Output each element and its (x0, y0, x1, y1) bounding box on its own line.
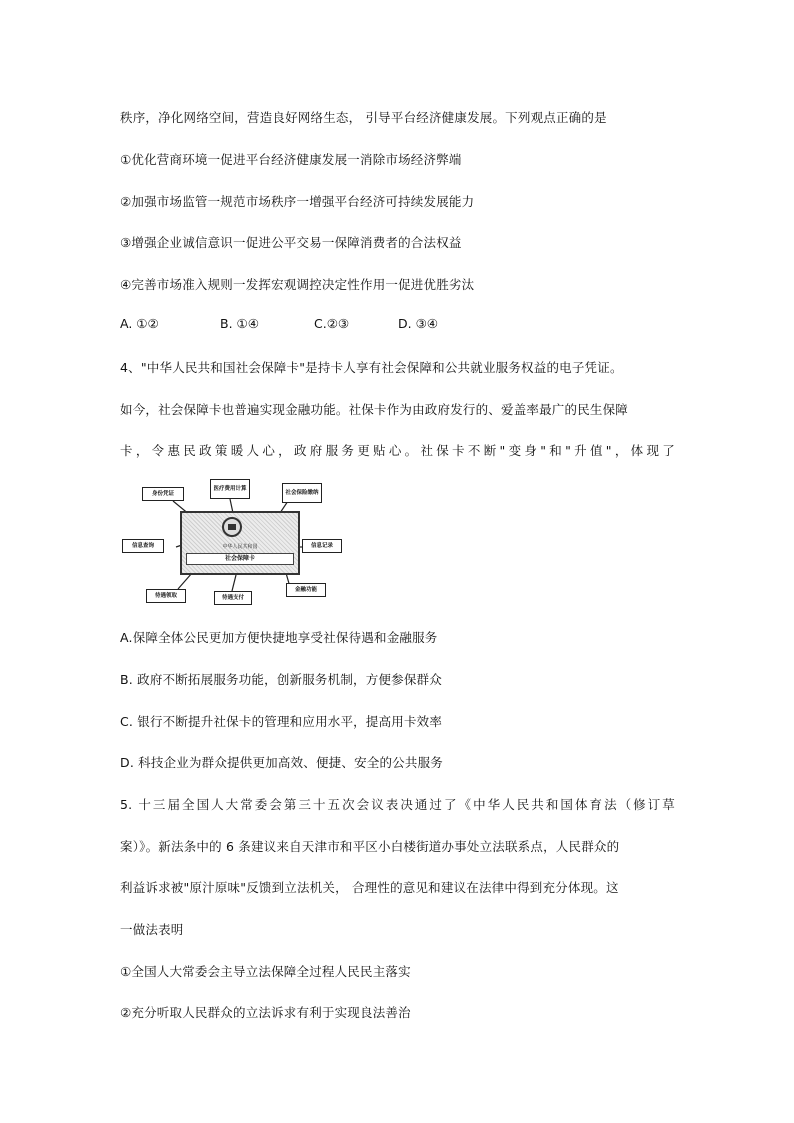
option-c: C.②③ (314, 316, 350, 331)
q5-statement-2: ②充分听取人民群众的立法诉求有利于实现良法善治 (120, 1005, 411, 1020)
card-subtitle: 中华人民共和国 (222, 544, 258, 550)
node-info-query: 信息查询 (122, 539, 164, 553)
node-benefit-payment: 待遇支付 (214, 591, 252, 605)
q4-option-d: D. 科技企业为群众提供更加高效、便捷、安全的公共服务 (120, 755, 443, 770)
node-info-record: 信息记录 (302, 539, 342, 553)
node-identity: 身份凭证 (142, 487, 184, 501)
q4-option-a: A.保障全体公民更加方便快捷地享受社保待遇和金融服务 (120, 630, 438, 645)
paragraph-line: 秩序，净化网络空间，营造良好网络生态， 引导平台经济健康发展。下列观点正确的是 (120, 110, 607, 125)
option-b: B. ①④ (220, 316, 259, 331)
option-statement-1: ①优化营商环境一促进平台经济健康发展一消除市场经济弊端 (120, 152, 462, 167)
question-5-line-2: 案）》。新法条中的 6 条建议来自天津市和平区小白楼街道办事处立法联系点，人民群众的 (120, 839, 620, 854)
national-emblem-icon (222, 517, 242, 537)
option-d: D. ③④ (398, 316, 438, 331)
question-5-line-4: 一做法表明 (120, 922, 184, 937)
question-4-line-1: 4、"中华人民共和国社会保障卡"是持卡人享有社会保障和公共就业服务权益的电子凭证。 (120, 360, 623, 375)
q4-option-c: C. 银行不断提升社保卡的管理和应用水平，提高用卡效率 (120, 714, 443, 729)
option-statement-3: ③增强企业诚信意识一促进公平交易一保障消费者的合法权益 (120, 235, 462, 250)
node-insurance: 社会保险缴纳 (282, 483, 322, 503)
node-medical: 医疗费用计算 (210, 479, 250, 499)
question-4-line-3: 卡，令惠民政策暖人心，政府服务更贴心。社保卡不断"变身"和"升值"，体现了 (120, 443, 675, 458)
social-security-card-diagram (118, 473, 363, 611)
question-4-line-2: 如今，社会保障卡也普遍实现金融功能。社保卡作为由政府发行的、爱盖率最广的民生保障 (120, 402, 629, 417)
option-statement-2: ②加强市场监管一规范市场秩序一增强平台经济可持续发展能力 (120, 194, 475, 209)
q5-statement-1: ①全国人大常委会主导立法保障全过程人民民主落实 (120, 964, 411, 979)
question-5-line-1: 5. 十三届全国人大常委会第三十五次会议表决通过了《中华人民共和国体育法（修订草 (120, 797, 675, 812)
node-finance: 金融功能 (286, 583, 326, 597)
q4-option-b: B. 政府不断拓展服务功能，创新服务机制，方便参保群众 (120, 672, 442, 687)
option-a: A. ①② (120, 316, 159, 331)
social-security-card (180, 511, 300, 575)
answer-options-q3 (120, 316, 675, 334)
option-statement-4: ④完善市场准入规则一发挥宏观调控决定性作用一促进优胜劣汰 (120, 277, 475, 292)
question-5-line-3: 利益诉求被"原汁原味"反馈到立法机关， 合理性的意见和建议在法律中得到充分体现。这 (120, 880, 619, 895)
card-title: 社会保障卡 (186, 553, 294, 565)
node-benefit-claim: 待遇领取 (146, 589, 186, 603)
